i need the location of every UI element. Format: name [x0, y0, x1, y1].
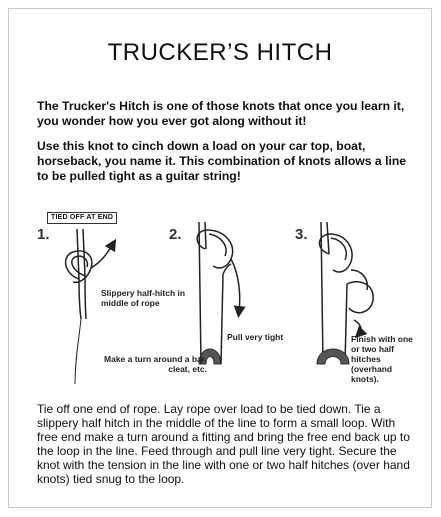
instruction-card	[8, 8, 432, 508]
intro-paragraph-2: Use this knot to cinch down a load on your car top, boat, horseback, you name it. This combination of knots allows a line to be pulled tight as a guitar string!	[37, 139, 407, 183]
step-1-number: 1.	[37, 226, 50, 243]
step2-note-pull: Pull very tight	[227, 332, 284, 342]
step-3-number: 3.	[295, 226, 308, 243]
cleat-icon	[317, 349, 349, 364]
step-2-number: 2.	[169, 226, 182, 243]
step3-note-finish: Finish with one or two half hitches (overhand knots).	[351, 334, 413, 384]
step1-note-half-hitch: Slippery half-hitch in middle of rope	[101, 288, 186, 308]
instructions-body: Tie off one end of rope. Lay rope over load to be tied down. Tie a slippery half hitch in the middle of the line to form a small loop. With free end make a turn around a fitting and bring the free end back up to the loop in the line. Feed through and pull line very tight. Secure the knot with the tension in the line with one or two half hitches (over hand knots) tied snug to the loop.	[37, 402, 410, 486]
step1-note-turn: Make a turn around a bar, cleat, etc.	[104, 354, 207, 374]
tied-off-tag: TIED OFF AT END	[47, 212, 117, 224]
intro-paragraph-1: The Trucker's Hitch is one of those knots that once you learn it, you wonder how you ever got along without it!	[37, 99, 405, 128]
knot-diagrams	[9, 204, 433, 404]
page-title: TRUCKER’S HITCH	[107, 39, 333, 66]
step2-rope-drawing	[197, 222, 240, 364]
